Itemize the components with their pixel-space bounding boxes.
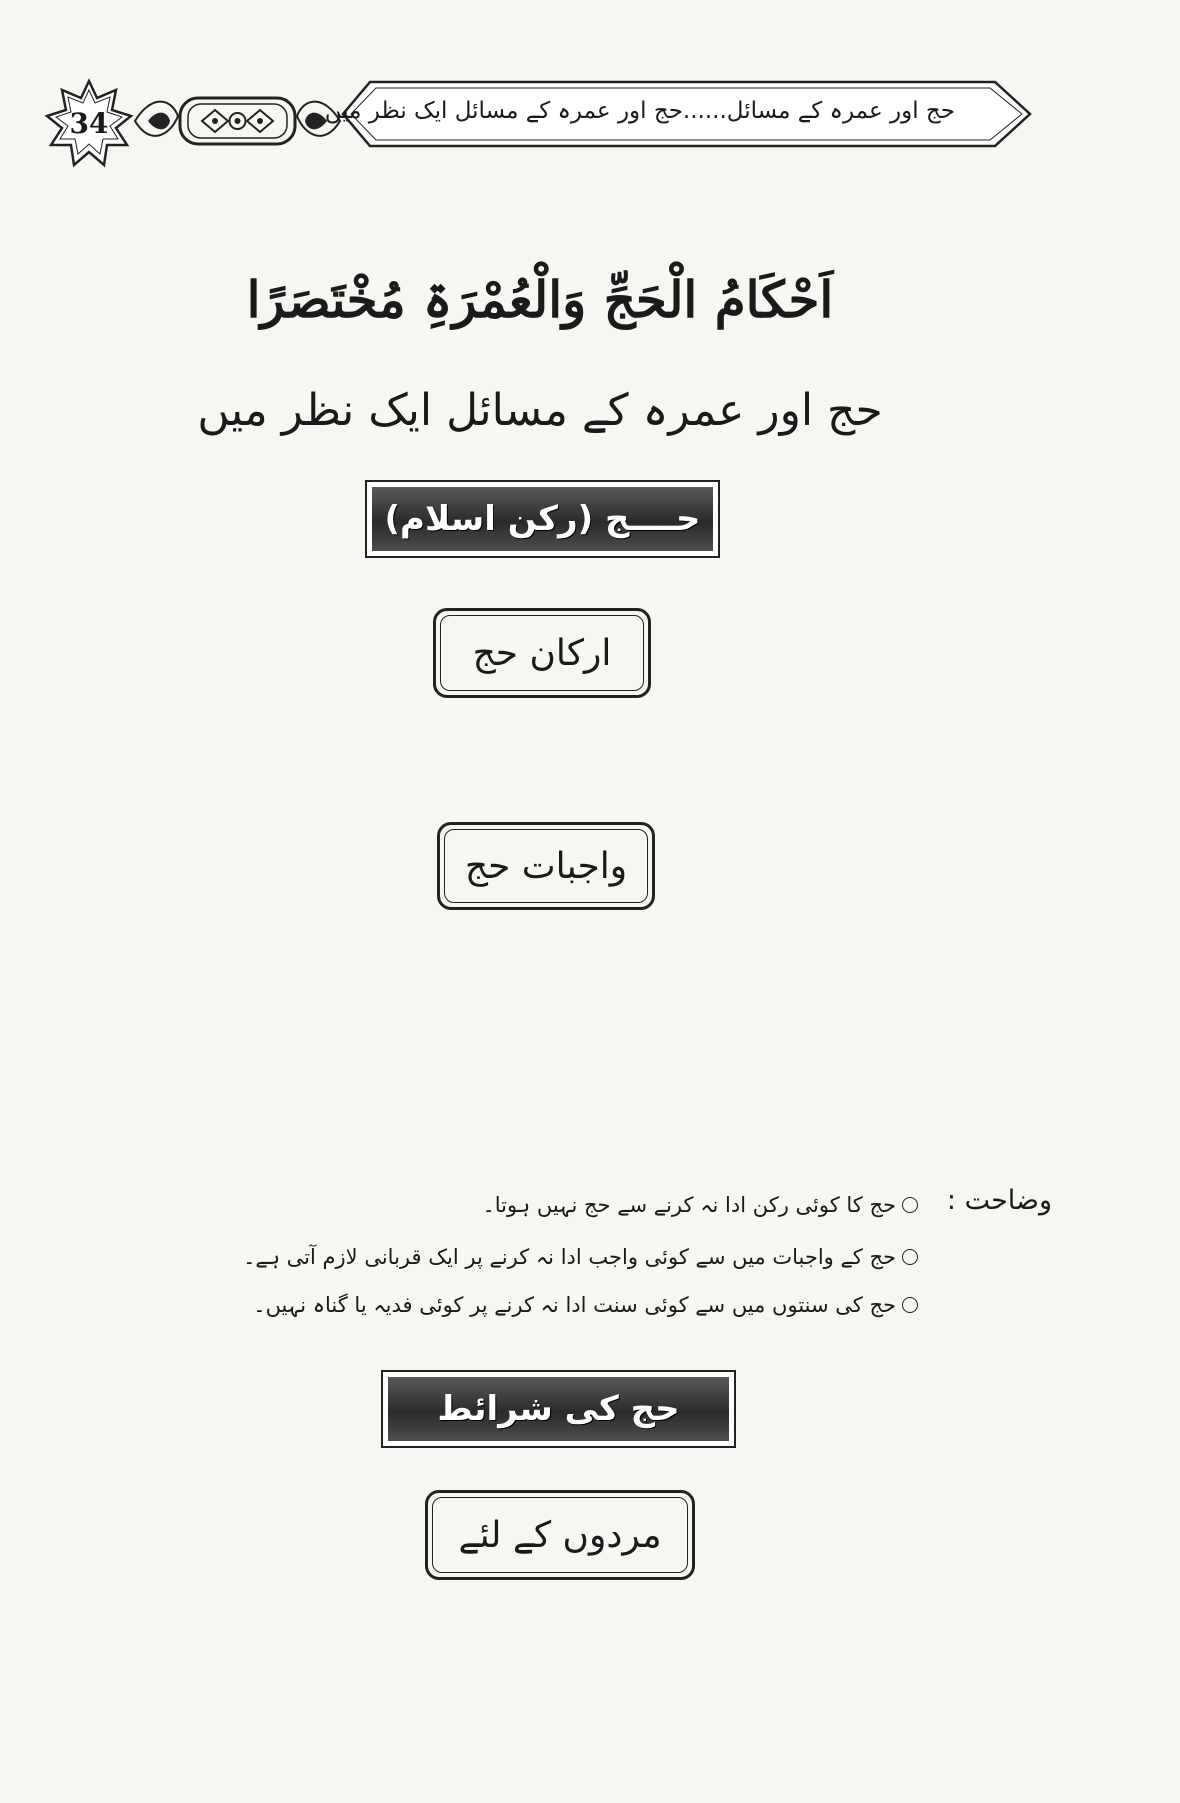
hajj-banner [365, 480, 720, 558]
conditions-banner [381, 1370, 736, 1448]
note-text: حج کا کوئی رکن ادا نہ کرنے سے حج نہیں ہوتا۔ [482, 1193, 896, 1217]
running-header [324, 78, 1035, 150]
page-number-badge [44, 78, 134, 168]
note-text: حج کی سنتوں میں سے کوئی سنت ادا نہ کرنے پر کوئی فدیہ یا گناہ نہیں۔ [253, 1293, 896, 1317]
circle-bullet-icon [902, 1197, 918, 1213]
explanation-label: وضاحت : [946, 1185, 1052, 1216]
floral-ornament-icon [130, 86, 345, 156]
explanation-note [243, 1245, 918, 1269]
arkan-heading: ارکان حج [440, 615, 644, 691]
note-text: حج کے واجبات میں سے کوئی واجب ادا نہ کرنے پر ایک قربانی لازم آتی ہے۔ [243, 1245, 896, 1269]
arkan-heading-box [433, 608, 651, 698]
circle-bullet-icon [902, 1249, 918, 1265]
circle-bullet-icon [902, 1297, 918, 1313]
explanation-note [482, 1193, 918, 1217]
wajibat-heading: واجبات حج [444, 829, 648, 903]
running-header-title: حج اور عمرہ کے مسائل......حج اور عمرہ کے مسائل ایک نظر میں [324, 98, 955, 124]
hajj-banner-text: حــــج (رکن اسلام) [372, 487, 713, 551]
page-number: 34 [69, 106, 109, 140]
conditions-banner-text: حج کی شرائط [388, 1377, 729, 1441]
men-heading: مردوں کے لئے [432, 1497, 688, 1573]
urdu-title: حج اور عمرہ کے مسائل ایک نظر میں [197, 385, 883, 436]
men-heading-box [425, 1490, 695, 1580]
arabic-title: اَحْکَامُ الْحَجِّ وَالْعُمْرَۃِ مُخْتَصَرًا [246, 270, 834, 329]
explanation-note [253, 1293, 918, 1317]
wajibat-heading-box [437, 822, 655, 910]
